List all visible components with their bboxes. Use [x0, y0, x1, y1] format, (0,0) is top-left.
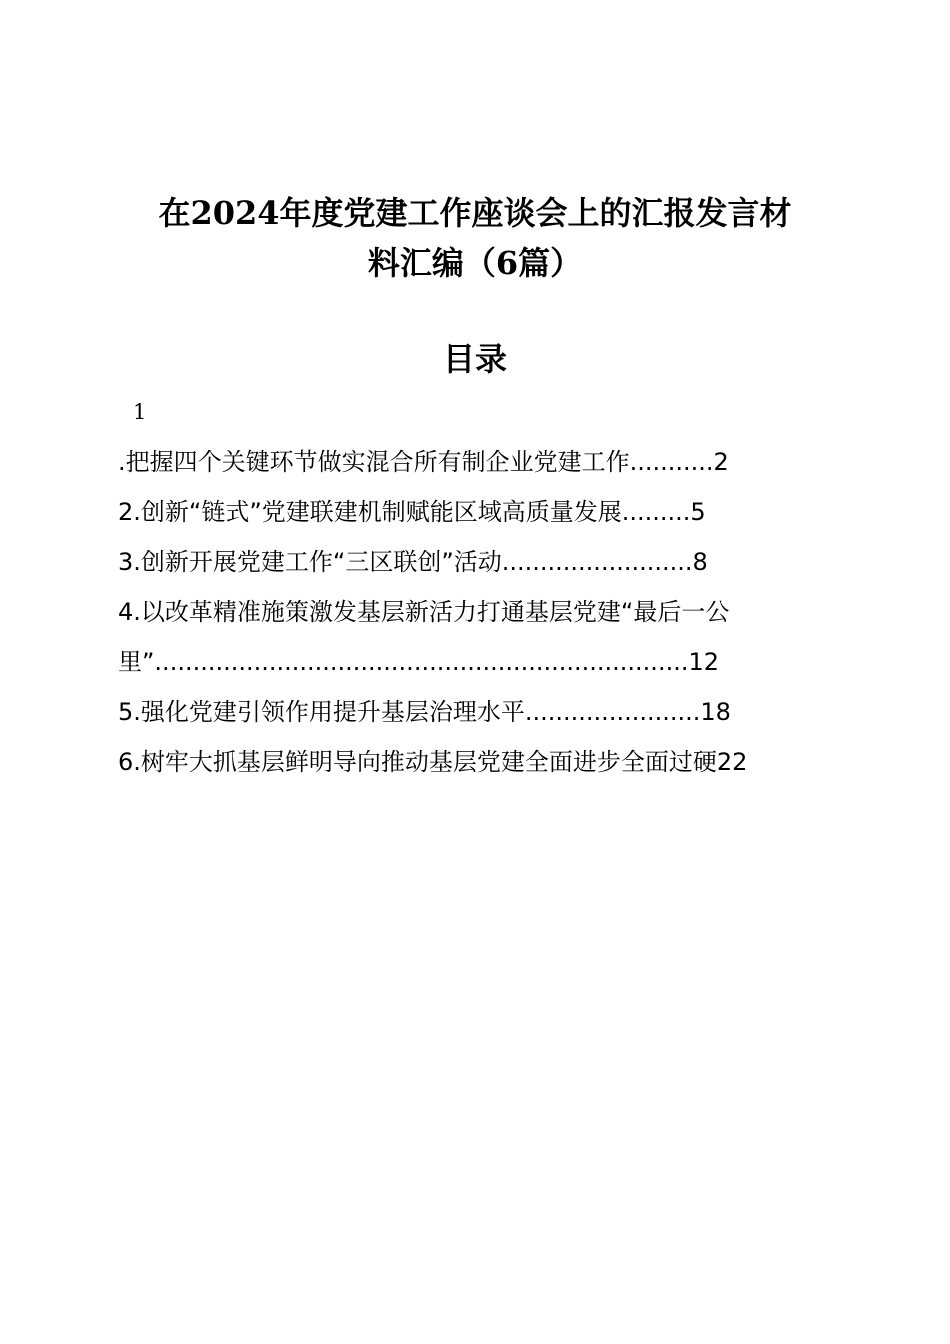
- toc-entry-6[interactable]: 6.树牢大抓基层鲜明导向推动基层党建全面进步全面过硬22: [118, 748, 748, 776]
- toc-entry-4-continued[interactable]: 里”......................................................................12: [118, 648, 719, 676]
- document-title-line-1: 在2024年度党建工作座谈会上的汇报发言材: [158, 194, 792, 232]
- toc-entry-1[interactable]: .把握四个关键环节做实混合所有制企业党建工作...........2: [118, 448, 729, 476]
- toc-entry-2[interactable]: 2.创新“链式”党建联建机制赋能区域高质量发展.........5: [118, 498, 706, 526]
- toc-list: [118, 437, 838, 787]
- toc-stray-number: 1: [133, 400, 147, 424]
- document-title-line-2: 料汇编（6篇）: [367, 244, 583, 282]
- toc-entry-4[interactable]: 4.以改革精准施策激发基层新活力打通基层党建“最后一公: [118, 598, 730, 626]
- toc-entry-3[interactable]: 3.创新开展党建工作“三区联创”活动.........................8: [118, 548, 708, 576]
- toc-entry-5[interactable]: 5.强化党建引领作用提升基层治理水平.......................18: [118, 698, 731, 726]
- document-title: [110, 188, 840, 288]
- toc-heading: 目录: [442, 340, 507, 378]
